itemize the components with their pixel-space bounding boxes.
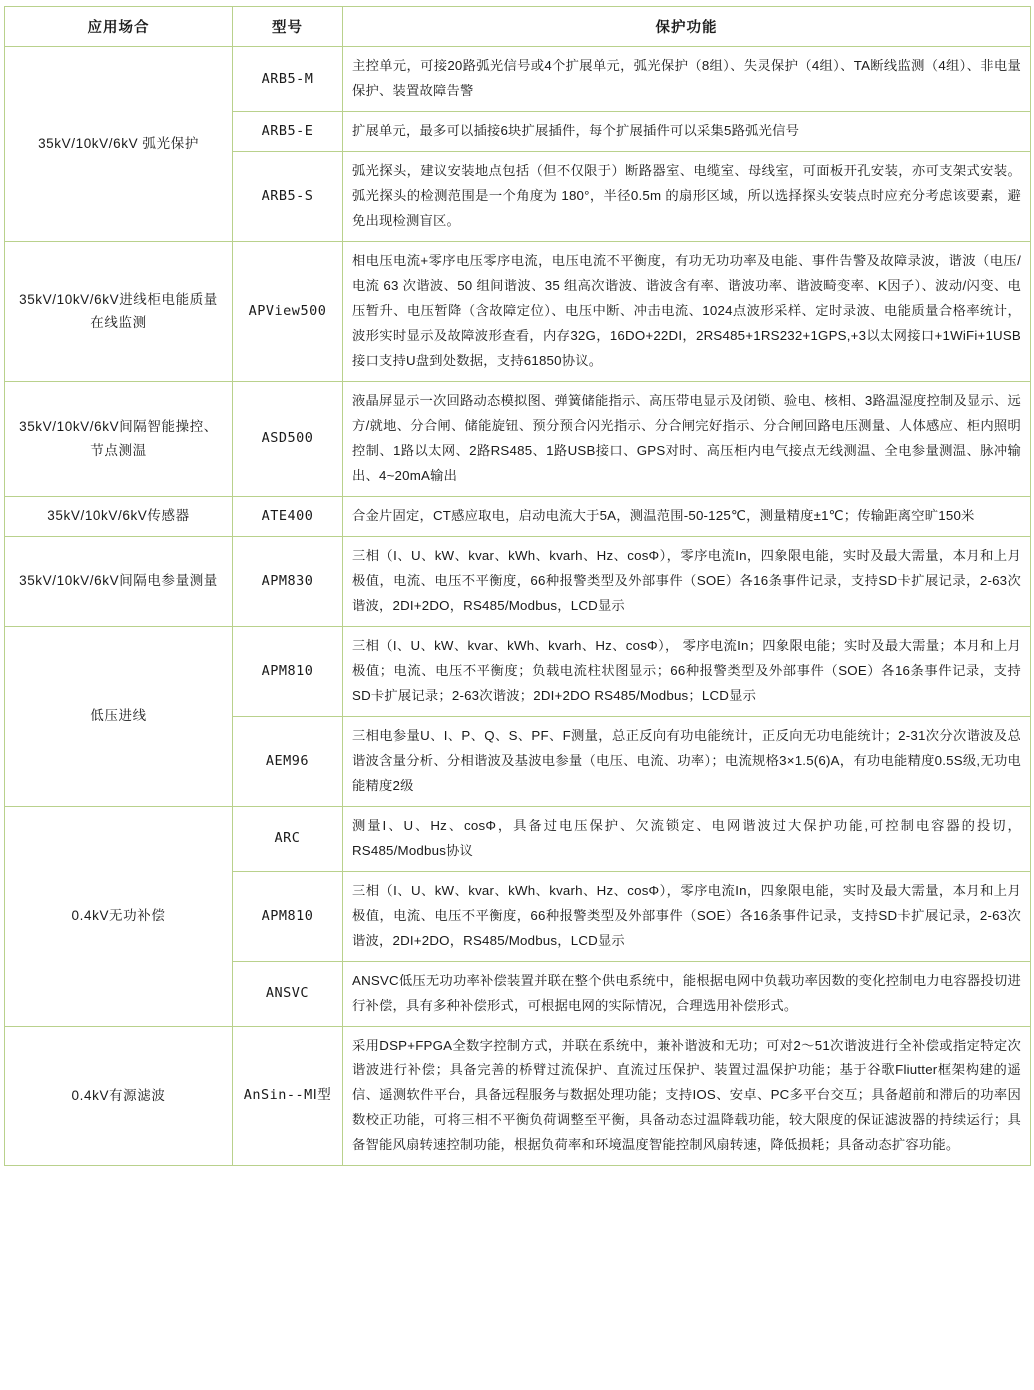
specification-table: [4, 6, 1031, 1166]
cell-model: ARB5-M: [233, 47, 343, 112]
cell-function: 主控单元，可接20路弧光信号或4个扩展单元，弧光保护（8组）、失灵保护（4组）、TA断线监测（4组）、非电量保护、装置故障告警: [343, 47, 1031, 112]
cell-application: 35kV/10kV/6kV传感器: [5, 496, 233, 536]
table-row: [5, 496, 1031, 536]
cell-model: ASD500: [233, 381, 343, 496]
cell-function: 三相（I、U、kW、kvar、kWh、kvarh、Hz、cosΦ），零序电流In，四象限电能，实时及最大需量，本月和上月极值，电流、电压不平衡度，66种报警类型及外部事件（SOE）各16条事件记录，支持SD卡扩展记录，2-63次谐波，2DI+2DO，RS485/Modbus，LCD显示: [343, 536, 1031, 626]
cell-application: 35kV/10kV/6kV 弧光保护: [5, 47, 233, 242]
cell-model: ARB5-E: [233, 111, 343, 151]
cell-application: 35kV/10kV/6kV进线柜电能质量在线监测: [5, 241, 233, 381]
table-row: [5, 536, 1031, 626]
table-row: [5, 1026, 1031, 1166]
table-header: [5, 7, 1031, 47]
table-row: [5, 47, 1031, 112]
cell-model: APView500: [233, 241, 343, 381]
cell-application: 0.4kV无功补偿: [5, 806, 233, 1026]
cell-model: ATE400: [233, 496, 343, 536]
cell-model: ANSVC: [233, 961, 343, 1026]
cell-application: 35kV/10kV/6kV间隔智能操控、节点测温: [5, 381, 233, 496]
cell-model: ARB5-S: [233, 151, 343, 241]
cell-model: APM810: [233, 871, 343, 961]
cell-function: 弧光探头，建议安装地点包括（但不仅限于）断路器室、电缆室、母线室，可面板开孔安装，亦可支架式安装。弧光探头的检测范围是一个角度为 180°，半径0.5m 的扇形区域，所以选择探头安装点时应充分考虑该要素，避免出现检测盲区。: [343, 151, 1031, 241]
column-header-application: 应用场合: [5, 7, 233, 47]
table-body: [5, 47, 1031, 1166]
cell-model: AEM96: [233, 716, 343, 806]
cell-application: 35kV/10kV/6kV间隔电参量测量: [5, 536, 233, 626]
column-header-function: 保护功能: [343, 7, 1031, 47]
cell-application: 低压进线: [5, 626, 233, 806]
cell-function: 三相电参量U、I、P、Q、S、PF、F测量，总正反向有功电能统计，正反向无功电能统计；2-31次分次谐波及总谐波含量分析、分相谐波及基波电参量（电压、电流、功率）；电流规格3×1.5(6)A，有功电能精度0.5S级,无功电能精度2级: [343, 716, 1031, 806]
cell-function: 相电压电流+零序电压零序电流，电压电流不平衡度，有功无功功率及电能、事件告警及故障录波，谐波（电压/电流 63 次谐波、50 组间谐波、35 组高次谐波、谐波含有率、谐波功率、谐波畸变率、K因子）、波动/闪变、电压暂升、电压暂降（含故障定位）、电压中断、冲击电流、1024点波形采样、定时录波、电能质量合格率统计，波形实时显示及故障波形查看，内存32G，16DO+22DI，2RS485+1RS232+1GPS,+3以太网接口+1WiFi+1USB接口支持U盘到处数据，支持61850协议。: [343, 241, 1031, 381]
cell-function: 三相（I、U、kW、kvar、kWh、kvarh、Hz、cosΦ），零序电流In，四象限电能，实时及最大需量，本月和上月极值，电流、电压不平衡度，66种报警类型及外部事件（SOE）各16条事件记录，支持SD卡扩展记录，2-63次谐波，2DI+2DO，RS485/Modbus，LCD显示: [343, 871, 1031, 961]
table-row: [5, 241, 1031, 381]
cell-model: AnSin--MⅠ型: [233, 1026, 343, 1166]
cell-function: 三相（I、U、kW、kvar、kWh、kvarh、Hz、cosΦ）， 零序电流In；四象限电能；实时及最大需量；本月和上月极值；电流、电压不平衡度；负载电流柱状图显示；66种报警类型及外部事件（SOE）各16条事件记录，支持SD卡扩展记录；2-63次谐波；2DI+2DO RS485/Modbus；LCD显示: [343, 626, 1031, 716]
cell-function: ANSVC低压无功功率补偿装置并联在整个供电系统中，能根据电网中负载功率因数的变化控制电力电容器投切进行补偿，具有多种补偿形式，可根据电网的实际情况，合理选用补偿形式。: [343, 961, 1031, 1026]
cell-function: 采用DSP+FPGA全数字控制方式，并联在系统中，兼补谐波和无功；可对2～51次谐波进行全补偿或指定特定次谐波进行补偿；具备完善的桥臂过流保护、直流过压保护、装置过温保护功能；基于谷歌Fliutter框架构建的遥信、遥测软件平台，具备远程服务与数据处理功能；支持IOS、安卓、PC多平台交互；具备超前和滞后的功率因数校正功能，可将三相不平衡负荷调整至平衡，具备动态过温降载功能，较大限度的保证滤波器的持续运行；具备智能风扇转速控制功能，根据负荷率和环境温度智能控制风扇转速，降低损耗；具备动态扩容功能。: [343, 1026, 1031, 1166]
cell-model: APM810: [233, 626, 343, 716]
cell-function: 测量I、U、Hz、cosΦ，具备过电压保护、欠流锁定、电网谐波过大保护功能,可控制电容器的投切，RS485/Modbus协议: [343, 806, 1031, 871]
cell-function: 扩展单元，最多可以插接6块扩展插件，每个扩展插件可以采集5路弧光信号: [343, 111, 1031, 151]
column-header-model: 型号: [233, 7, 343, 47]
cell-function: 合金片固定，CT感应取电，启动电流大于5A，测温范围-50-125℃，测量精度±1℃；传输距离空旷150米: [343, 496, 1031, 536]
table-header-row: [5, 7, 1031, 47]
table-row: [5, 626, 1031, 716]
cell-model: APM830: [233, 536, 343, 626]
cell-model: ARC: [233, 806, 343, 871]
cell-function: 液晶屏显示一次回路动态模拟图、弹簧储能指示、高压带电显示及闭锁、验电、核相、3路温湿度控制及显示、远方/就地、分合闸、储能旋钮、预分预合闪光指示、分合闸完好指示、分合闸回路电压测量、人体感应、柜内照明控制、1路以太网、2路RS485、1路USB接口、GPS对时、高压柜内电气接点无线测温、全电参量测温、脉冲输出、4~20mA输出: [343, 381, 1031, 496]
table-row: [5, 806, 1031, 871]
cell-application: 0.4kV有源滤波: [5, 1026, 233, 1166]
table-row: [5, 381, 1031, 496]
